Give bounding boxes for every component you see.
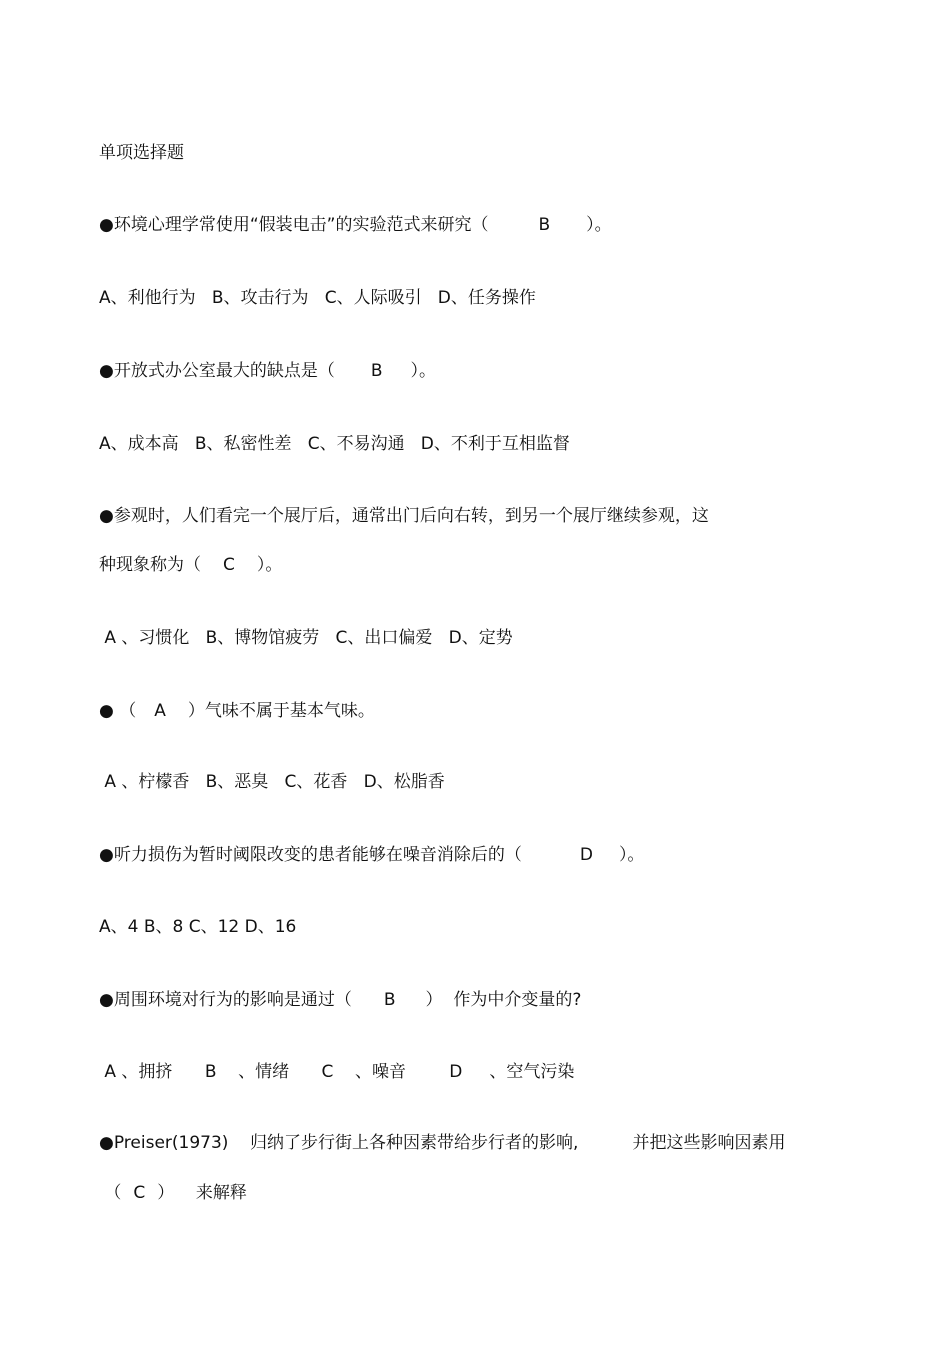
question-7-stem-after: ） 来解释 [157, 1183, 247, 1203]
question-6-stem [99, 989, 581, 1011]
question-3-stem-before: 种现象称为（ [99, 555, 201, 575]
question-2-stem-before: ●开放式办公室最大的缺点是（ [99, 361, 335, 381]
question-3-stem-after: ）。 [256, 555, 283, 575]
question-3-options: A 、习惯化 B、博物馆疲劳 C、出口偏爱 D、定势 [99, 628, 513, 648]
question-4-stem [99, 700, 375, 722]
question-3-stem [99, 554, 282, 576]
question-7-answer: C [133, 1183, 146, 1203]
question-5-answer: D [579, 845, 593, 865]
question-7-stem [99, 1182, 247, 1204]
question-4-options: A 、柠檬香 B、恶臭 C、花香 D、松脂香 [99, 772, 445, 792]
section-heading: 单项选择题 [99, 143, 184, 163]
question-5-stem-before: ●听力损伤为暂时阈限改变的患者能够在噪音消除后的（ [99, 845, 522, 865]
question-2-answer: B [370, 361, 383, 381]
question-6-answer: B [383, 990, 396, 1010]
question-1-stem-after: ）。 [586, 215, 612, 235]
question-3-answer: C [223, 555, 235, 575]
question-5-options: A、4 B、8 C、12 D、16 [99, 917, 297, 937]
question-6-stem-after: ） 作为中介变量的? [425, 990, 582, 1010]
question-2-stem-after: ）。 [410, 361, 437, 381]
question-4-stem-after: ）气味不属于基本气味。 [187, 701, 375, 721]
question-1-stem [99, 214, 612, 236]
question-1-answer: B [538, 215, 551, 235]
question-6-stem-before: ●周围环境对行为的影响是通过（ [99, 990, 352, 1010]
question-7-stem-before: （ [99, 1183, 122, 1203]
question-5-stem-after: ）。 [618, 845, 645, 865]
question-4-answer: A [154, 701, 166, 721]
question-1-options: A、利他行为 B、攻击行为 C、人际吸引 D、任务操作 [99, 288, 536, 308]
question-1-stem-before: ●环境心理学常使用“假装电击”的实验范式来研究（ [99, 215, 489, 235]
question-2-options: A、成本高 B、私密性差 C、不易沟通 D、不利于互相监督 [99, 434, 570, 454]
question-3-stem-line1: ●参观时，人们看完一个展厅后，通常出门后向右转，到另一个展厅继续参观，这 [99, 506, 709, 526]
question-6-options: A 、拥挤 B 、情绪 C 、噪音 D 、空气污染 [99, 1062, 575, 1082]
question-4-stem-before: ● （ [99, 701, 137, 721]
question-2-stem [99, 360, 436, 382]
question-7-stem-line1: ●Preiser(1973) 归纳了步行街上各种因素带给步行者的影响, 并把这些影响因素用 [99, 1133, 786, 1153]
question-5-stem [99, 844, 644, 866]
